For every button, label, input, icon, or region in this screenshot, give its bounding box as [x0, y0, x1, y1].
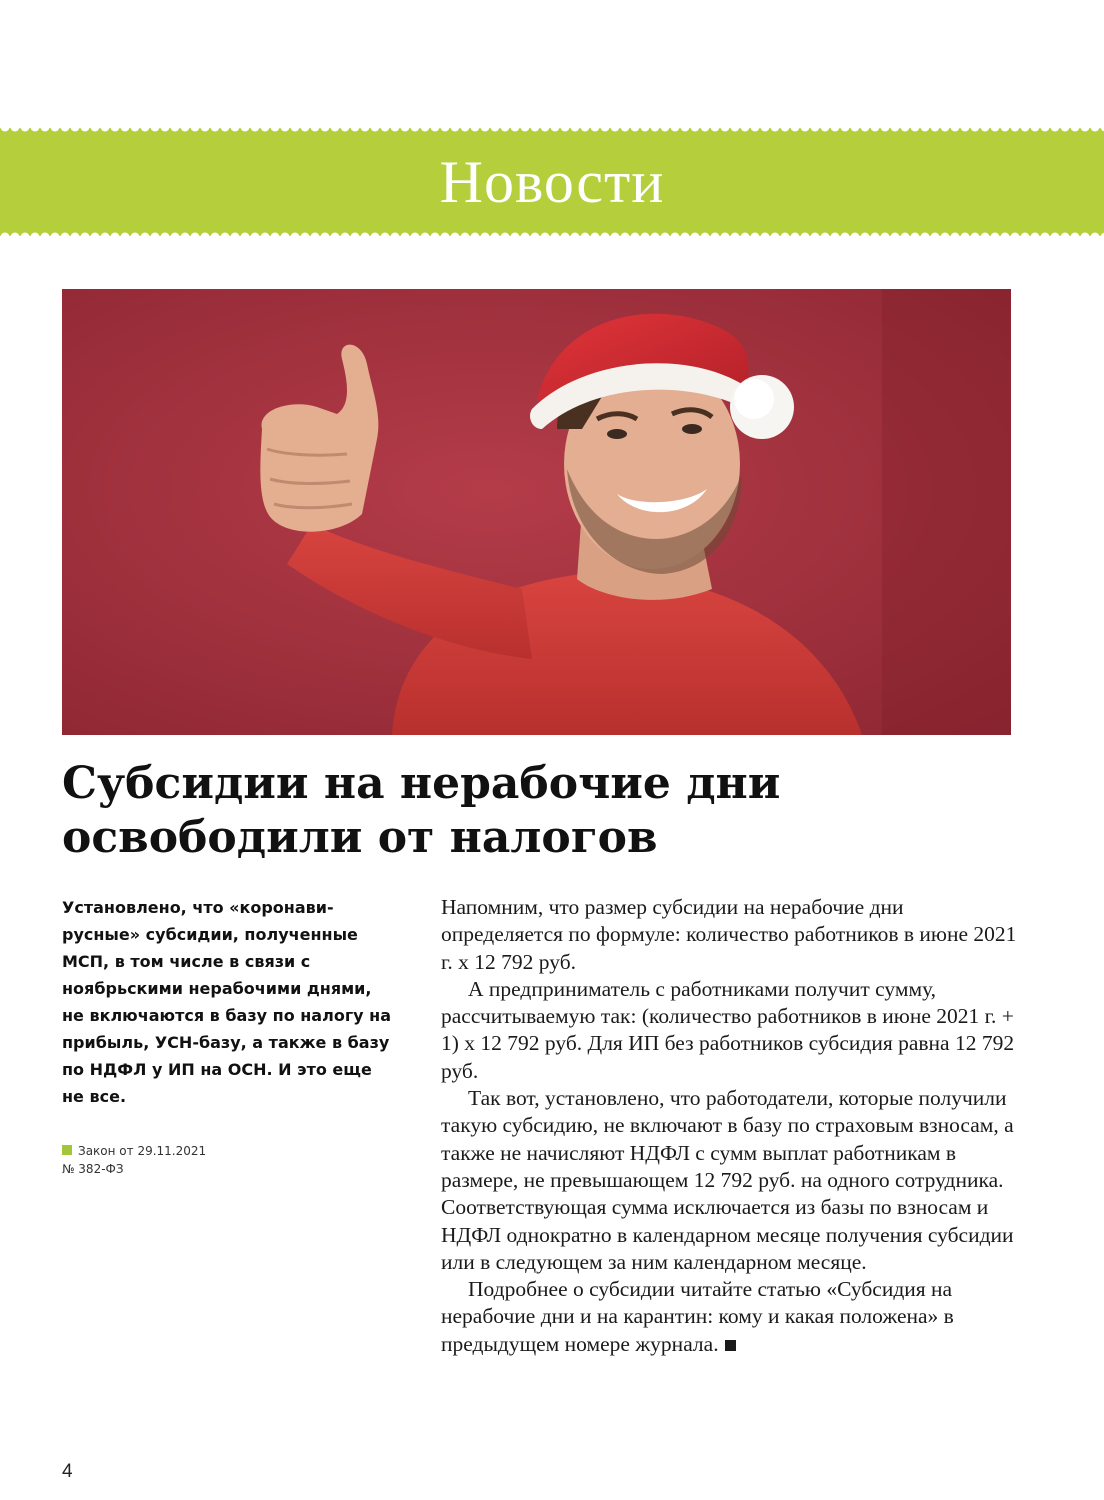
section-banner [0, 128, 1104, 236]
source-line-1: Закон от 29.11.2021 [78, 1144, 207, 1158]
hero-photo [62, 289, 1011, 735]
body-paragraph-3: Так вот, установлено, что работодатели, которые получили такую субсидию, не включают в базу по страховым взносам, а также не начисляют НДФЛ с сумм выплат работникам в размере, не превышающем 12 792 руб. на одного сотрудника. Соответствующая сумма исключается из базы по взносам и НДФЛ однократно в календарном месяце получения субсидии или в следующем за ним календарном месяце. [441, 1086, 1014, 1274]
section-title: Новости [439, 149, 665, 215]
body-paragraph-2: А предприниматель с работниками получит сумму, рассчитываемую так: (количество работников в июне 2021 г. + 1) х 12 792 руб. Для ИП без работников субсидия равна 12 792 руб. [441, 976, 1015, 1083]
body-paragraph-4-text: Подробнее о субсидии читайте статью «Субсидия на нерабочие дни и на карантин: кому и какая положена» в предыдущем номере журнала. [441, 1277, 954, 1356]
headline-line-2: освободили от налогов [62, 812, 658, 863]
banner-scalloped-top-edge [0, 127, 1104, 135]
green-square-marker-icon [62, 1145, 72, 1155]
article-body [441, 894, 1021, 1358]
body-paragraph-1: Напомним, что размер субсидии на нерабочие дни определяется по формуле: количество работников в июне 2021 г. х 12 792 руб. [441, 895, 1017, 974]
source-citation [62, 1142, 262, 1178]
body-paragraph-4 [441, 1276, 1021, 1358]
man-in-santa-hat-thumbs-up-illustration [62, 289, 1011, 735]
headline-line-1: Субсидии на нерабочие дни [62, 758, 781, 809]
article-lead: Установлено, что «коронавирусные» субсидии, полученные МСП, в том числе в связи с ноябрьскими нерабочими днями, не включаются в базу по налогу на прибыль, УСН-базу, а также в базу по НДФЛ у ИП на ОСН. И это еще не все. [62, 898, 392, 1106]
banner-scalloped-bottom-edge [0, 229, 1104, 237]
article-headline [62, 757, 1042, 865]
end-of-article-square-icon [725, 1340, 736, 1351]
page-number: 4 [62, 1461, 73, 1482]
source-line-2: № 382-ФЗ [62, 1162, 124, 1176]
